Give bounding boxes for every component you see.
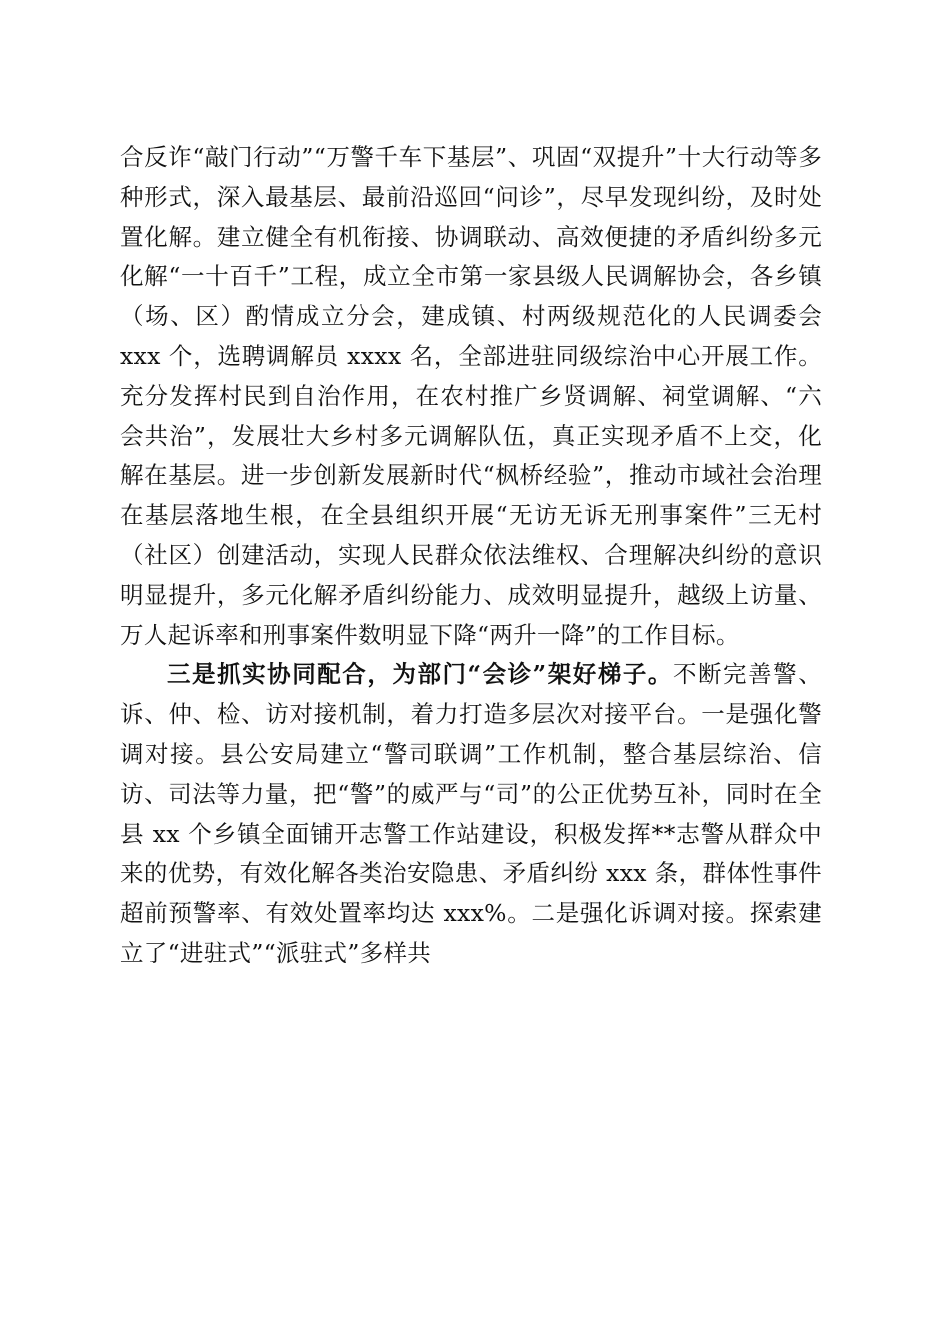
paragraph-heading: 三是抓实协同配合，为部门“会诊”架好梯子。: [167, 660, 673, 689]
body-paragraph-2: [120, 655, 822, 973]
document-page: [120, 138, 822, 974]
paragraph-body: 不断完善警、诉、仲、检、访对接机制，着力打造多层次对接平台。一是强化警调对接。县公安局建立“警司联调”工作机制，整合基层综治、信访、司法等力量，把“警”的威严与“司”的公正优势互补，同时在全县 xx 个乡镇全面铺开志警工作站建设，积极发挥**志警从群众中来的优势，有效化解各类治安隐患、矛盾纠纷 xxx 条，群体性事件超前预警率、有效处置率均达 xxx%。二是强化诉调对接。探索建立了“进驻式”“派驻式”多样共: [120, 660, 822, 967]
body-paragraph-1: 合反诈“敲门行动”“万警千车下基层”、巩固“双提升”十大行动等多种形式，深入最基层、最前沿巡回“问诊”，尽早发现纠纷，及时处置化解。建立健全有机衔接、协调联动、高效便捷的矛盾纠纷多元化解“一十百千”工程，成立全市第一家县级人民调解协会，各乡镇（场、区）酌情成立分会，建成镇、村两级规范化的人民调委会 xxx 个，选聘调解员 xxxx 名，全部进驻同级综治中心开展工作。充分发挥村民到自治作用，在农村推广乡贤调解、祠堂调解、“六会共治”，发展壮大乡村多元调解队伍，真正实现矛盾不上交，化解在基层。进一步创新发展新时代“枫桥经验”，推动市域社会治理在基层落地生根，在全县组织开展“无访无诉无刑事案件”三无村（社区）创建活动，实现人民群众依法维权、合理解决纠纷的意识明显提升，多元化解矛盾纠纷能力、成效明显提升，越级上访量、万人起诉率和刑事案件数明显下降“两升一降”的工作目标。: [120, 143, 822, 649]
